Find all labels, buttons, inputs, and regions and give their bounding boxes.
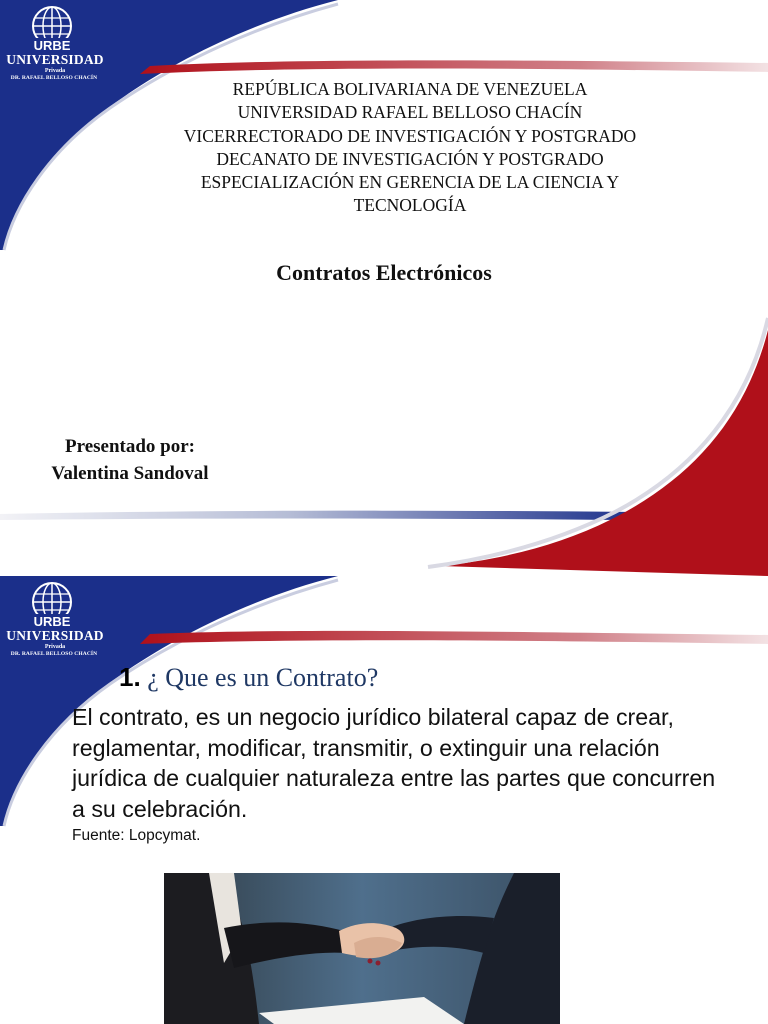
header-line: TECNOLOGÍA <box>353 195 467 216</box>
globe-icon <box>4 580 108 632</box>
presenter-block <box>30 433 230 487</box>
university-logo <box>4 580 108 672</box>
logo-text-privada: Privada <box>44 644 66 650</box>
logo-text-name: DR. RAFAEL BELLOSO CHACÍN <box>10 651 98 657</box>
section-number: 1. <box>119 662 141 692</box>
source-citation: Fuente: Lopcymat. <box>72 827 201 844</box>
definition-paragraph: El contrato, es un negocio jurídico bilateral capaz de crear, reglamentar, modificar, transmitir, o extinguir una relación jurídica de cualquier naturaleza entre las partes que concurren a su celebración. <box>72 704 716 822</box>
logo-text-privada: Privada <box>44 68 66 74</box>
presenter-name: Valentina Sandoval <box>51 463 209 484</box>
header-line: UNIVERSIDAD RAFAEL BELLOSO CHACÍN <box>237 102 583 123</box>
presented-by-label: Presentado por: <box>65 436 195 457</box>
header-line: ESPECIALIZACIÓN EN GERENCIA DE LA CIENCIA Y <box>200 172 620 193</box>
svg-text:URBE: URBE <box>33 614 71 629</box>
university-logo <box>4 4 108 96</box>
presentation-title: Contratos Electrónicos <box>276 260 492 285</box>
globe-icon <box>4 4 108 56</box>
section-heading <box>119 662 378 693</box>
logo-text-universidad: UNIVERSIDAD <box>6 52 104 67</box>
slide-contract-definition <box>0 576 768 1024</box>
section-question: ¿ Que es un Contrato? <box>147 663 379 692</box>
svg-text:URBE: URBE <box>33 38 71 53</box>
header-line: VICERRECTORADO DE INVESTIGACIÓN Y POSTGRADO <box>183 125 637 146</box>
logo-text-name: DR. RAFAEL BELLOSO CHACÍN <box>10 75 98 81</box>
header-line: REPÚBLICA BOLIVARIANA DE VENEZUELA <box>232 79 588 99</box>
logo-text-universidad: UNIVERSIDAD <box>6 628 104 643</box>
institution-header <box>150 78 670 218</box>
header-line: DECANATO DE INVESTIGACIÓN Y POSTGRADO <box>216 148 604 169</box>
handshake-photo <box>164 873 560 1024</box>
